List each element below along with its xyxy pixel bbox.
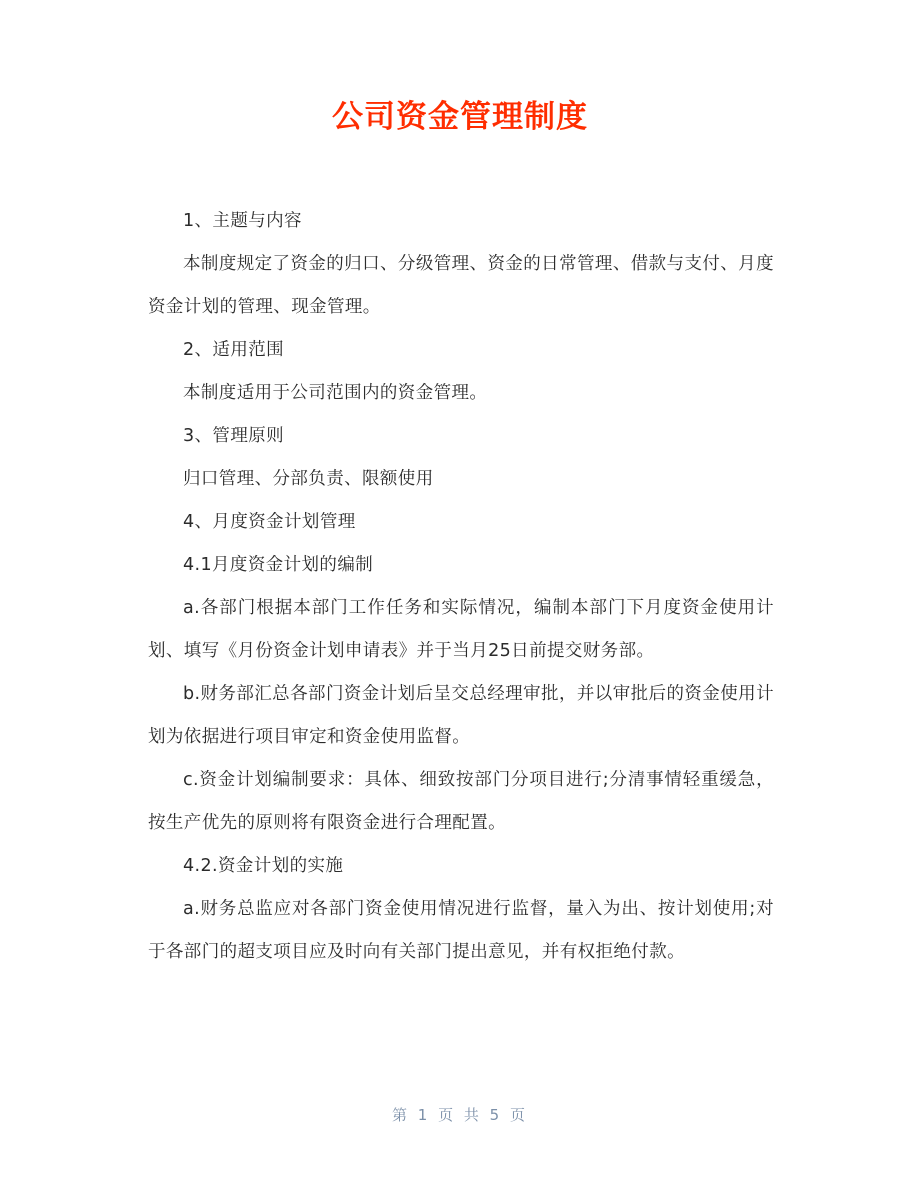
paragraph: 4.2.资金计划的实施 <box>183 856 344 876</box>
paragraph: 4、月度资金计划管理 <box>183 512 356 532</box>
paragraph: 4.1月度资金计划的编制 <box>183 555 374 575</box>
paragraph: c.资金计划编制要求：具体、细致按部门分项目进行;分清事情轻重缓急，按生产优先的原则将有限资金进行合理配置。 <box>148 770 774 833</box>
paragraph: 3、管理原则 <box>183 426 285 446</box>
paragraph: 归口管理、分部负责、限额使用 <box>183 469 434 489</box>
paragraph: b.财务部汇总各部门资金计划后呈交总经理审批，并以审批后的资金使用计划为依据进行项目审定和资金使用监督。 <box>148 684 774 747</box>
paragraph: 本制度适用于公司范围内的资金管理。 <box>183 383 488 403</box>
paragraph: 本制度规定了资金的归口、分级管理、资金的日常管理、借款与支付、月度资金计划的管理、现金管理。 <box>148 254 774 317</box>
page-footer <box>0 1104 920 1125</box>
paragraph: a.财务总监应对各部门资金使用情况进行监督，量入为出、按计划使用;对于各部门的超支项目应及时向有关部门提出意见，并有权拒绝付款。 <box>148 899 774 962</box>
paragraph: 1、主题与内容 <box>183 211 302 231</box>
page-number-label: 第 1 页 共 5 页 <box>392 1106 528 1124</box>
document-body <box>148 200 774 974</box>
paragraph: 2、适用范围 <box>183 340 285 360</box>
page-title: 公司资金管理制度 <box>332 99 588 135</box>
paragraph: a.各部门根据本部门工作任务和实际情况，编制本部门下月度资金使用计划、填写《月份资金计划申请表》并于当月25日前提交财务部。 <box>148 598 774 661</box>
